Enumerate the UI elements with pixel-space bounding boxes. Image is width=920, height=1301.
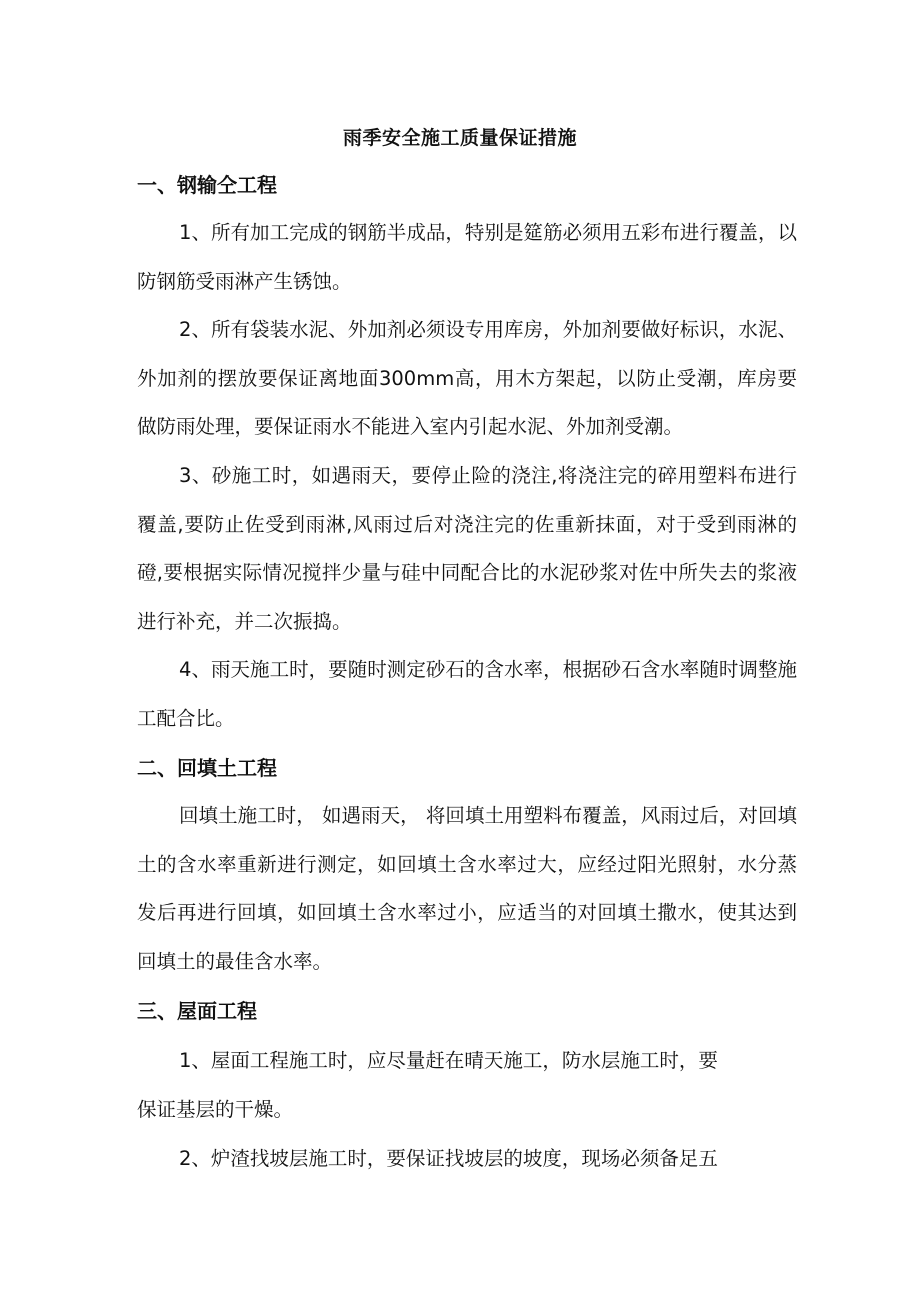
section-heading-backfill: 二、回填土工程 — [137, 756, 277, 780]
roof-line-2: 保证基层的干燥。 — [137, 1098, 294, 1121]
paragraph-rebar-1: 1、所有加工完成的钢筋半成品，特别是筵筋必须用五彩布进行覆盖，以防钢筋受雨淋产生锈蚀。 — [137, 221, 797, 293]
paragraph-rebar-3: 3、砂施工时，如遇雨天，要停止险的浇注,将浇注完的碎用塑料布进行覆盖,要防止佐受到雨淋,风雨过后对浇注完的佐重新抹面，对于受到雨淋的磴,要根据实际情况搅拌少量与硅中同配合比的水泥砂浆对佐中所失去的浆液进行补充，并二次振捣。 — [137, 464, 797, 633]
document-title: 雨季安全施工质量保证措施 — [342, 127, 577, 149]
roof-line-3: 2、炉渣找坡层施工时，要保证找坡层的坡度，现场必须备足五 — [179, 1147, 718, 1170]
paragraph-rebar-2: 2、所有袋装水泥、外加剂必须设专用库房，外加剂要做好标识，水泥、外加剂的摆放要保证离地面300mm高，用木方架起，以防止受潮，库房要做防雨处理，要保证雨水不能进入室内引起水泥、外加剂受潮。 — [137, 318, 797, 438]
roof-line-1: 1、屋面工程施工时，应尽量赶在晴天施工，防水层施工时，要 — [179, 1049, 718, 1072]
paragraph-backfill-1: 回填土施工时， 如遇雨天， 将回填土用塑料布覆盖，风雨过后，对回填土的含水率重新进行测定，如回填土含水率过大，应经过阳光照射，水分蒸发后再进行回填，如回填土含水率过小，应适当的对回填土撒水，使其达到回填土的最佳含水率。 — [137, 804, 797, 973]
section-heading-rebar: 一、钢输仝工程 — [137, 173, 277, 197]
paragraph-rebar-4: 4、雨天施工时，要随时测定砂石的含水率，根据砂石含水率随时调整施工配合比。 — [137, 658, 797, 730]
section-heading-roof: 三、屋面工程 — [137, 999, 257, 1023]
